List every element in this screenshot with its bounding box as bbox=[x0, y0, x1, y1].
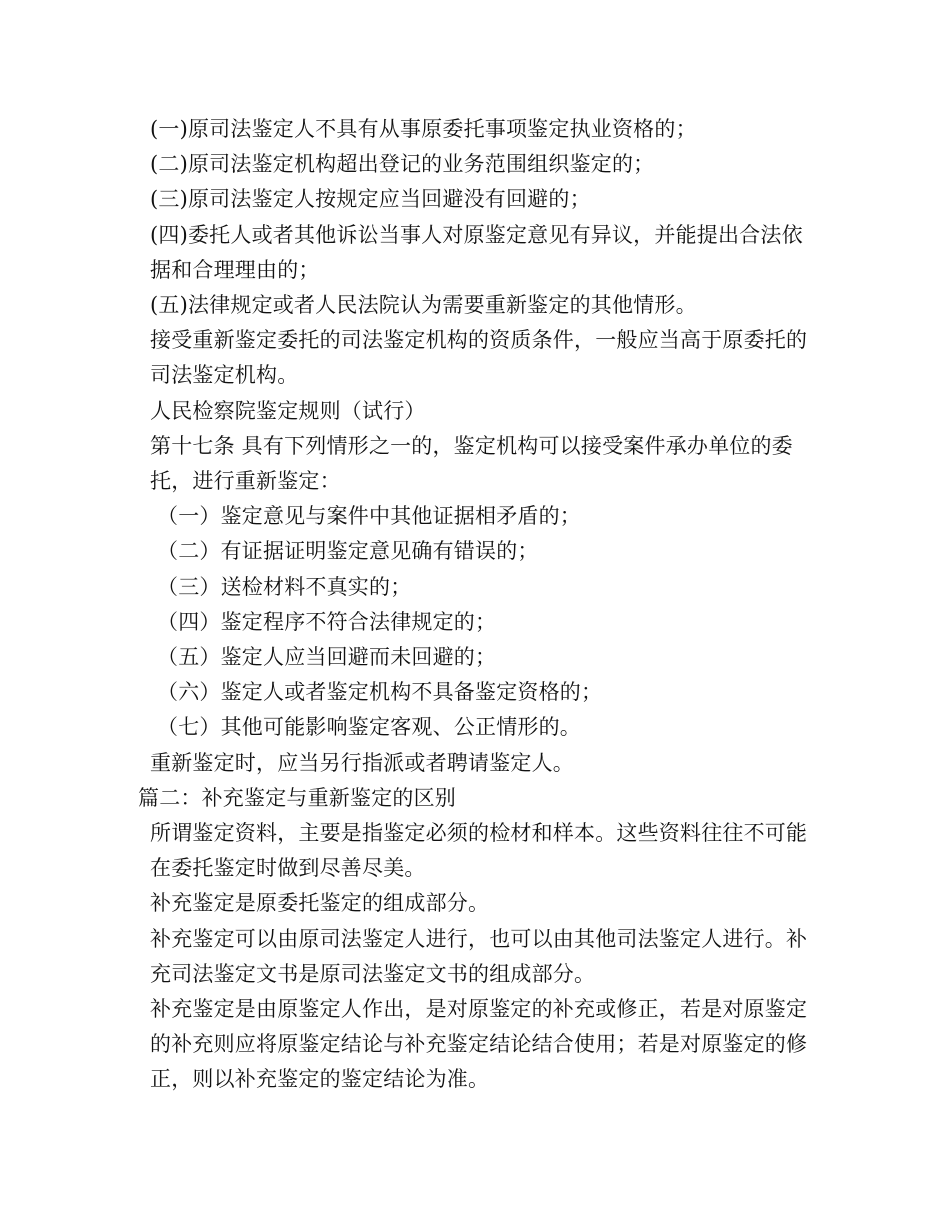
paragraph: 补充鉴定是原委托鉴定的组成部分。 bbox=[150, 891, 490, 916]
list-item: （五）鉴定人应当回避而未回避的； bbox=[157, 645, 497, 670]
list-item: （三）送检材料不真实的； bbox=[157, 574, 412, 599]
paragraph: 第十七条 具有下列情形之一的，鉴定机构可以接受案件承办单位的委托，进行重新鉴定： bbox=[150, 433, 793, 494]
paragraph: (三)原司法鉴定人按规定应当回避没有回避的； bbox=[150, 187, 591, 212]
paragraph: 补充鉴定是由原鉴定人作出，是对原鉴定的补充或修正，若是对原鉴定的补充则应将原鉴定结论与补充鉴定结论结合使用；若是对原鉴定的修正，则以补充鉴定的鉴定结论为准。 bbox=[150, 997, 808, 1092]
section-heading: 人民检察院鉴定规则（试行） bbox=[150, 398, 426, 423]
paragraph: (一)原司法鉴定人不具有从事原委托事项鉴定执业资格的； bbox=[150, 117, 697, 141]
paragraph: 补充鉴定可以由原司法鉴定人进行，也可以由其他司法鉴定人进行。补充司法鉴定文书是原司法鉴定文书的组成部分。 bbox=[150, 926, 808, 986]
paragraph: (二)原司法鉴定机构超出登记的业务范围组织鉴定的； bbox=[150, 152, 655, 177]
paragraph: 所谓鉴定资料，主要是指鉴定必须的检材和样本。这些资料往往不可能在委托鉴定时做到尽善尽美。 bbox=[150, 821, 808, 881]
document-body bbox=[138, 112, 818, 1098]
list-item: （七）其他可能影响鉴定客观、公正情形的。 bbox=[157, 715, 581, 740]
paragraph: 接受重新鉴定委托的司法鉴定机构的资质条件，一般应当高于原委托的司法鉴定机构。 bbox=[150, 328, 808, 388]
paragraph: 重新鉴定时，应当另行指派或者聘请鉴定人。 bbox=[150, 750, 574, 775]
paragraph: (五)法律规定或者人民法院认为需要重新鉴定的其他情形。 bbox=[150, 293, 697, 318]
list-item: （二）有证据证明鉴定意见确有错误的； bbox=[157, 539, 539, 564]
paragraph: (四)委托人或者其他诉讼当事人对原鉴定意见有异议，并能提出合法依据和合理理由的； bbox=[150, 222, 803, 282]
list-item: （六）鉴定人或者鉴定机构不具备鉴定资格的； bbox=[157, 680, 603, 705]
list-item: （一）鉴定意见与案件中其他证据相矛盾的； bbox=[157, 504, 581, 529]
list-item: （四）鉴定程序不符合法律规定的； bbox=[157, 609, 497, 634]
section-heading: 篇二：补充鉴定与重新鉴定的区别 bbox=[138, 785, 456, 810]
